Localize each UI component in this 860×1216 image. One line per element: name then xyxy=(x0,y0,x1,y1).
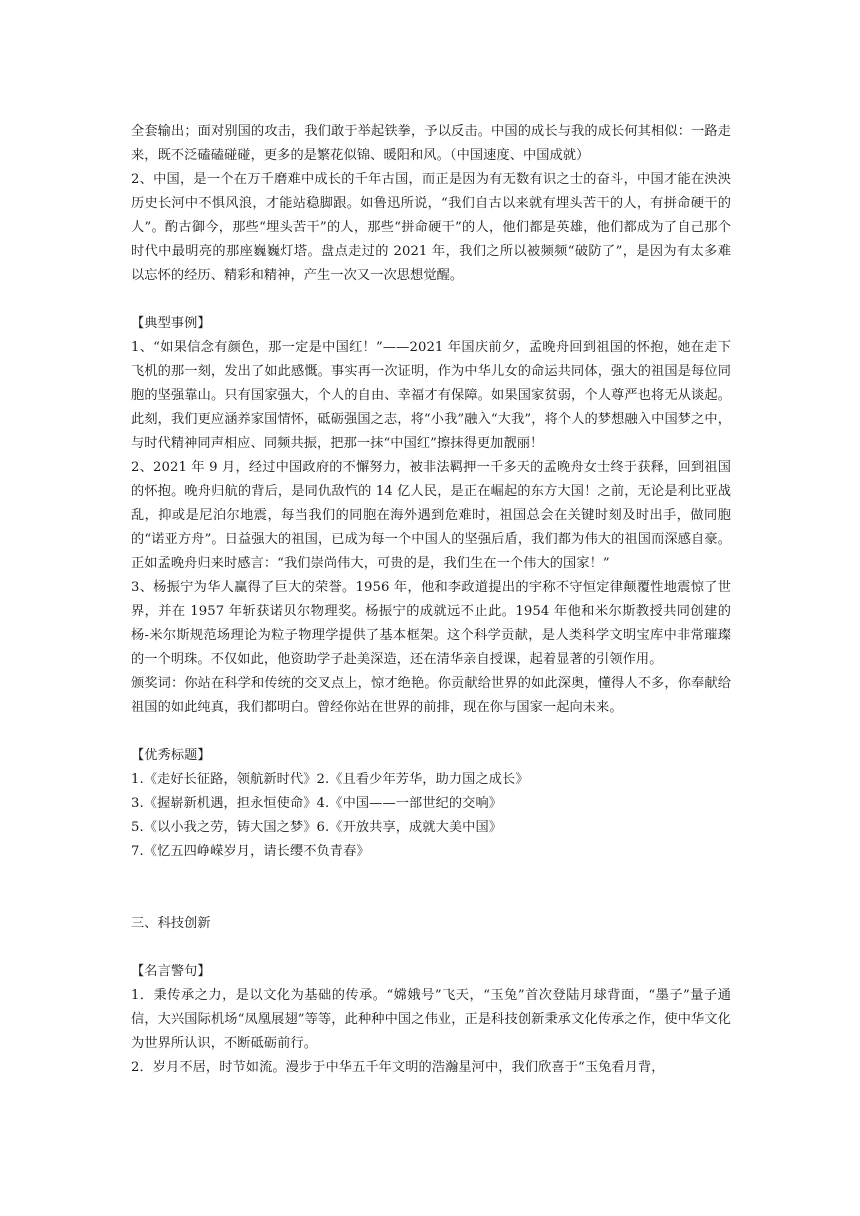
spacer xyxy=(131,720,731,744)
typical-case-3: 3、杨振宁为华人赢得了巨大的荣誉。1956 年，他和李政道提出的宇称不守恒定律颠覆性地震惊了世界，并在 1957 年斩获诺贝尔物理奖。杨振宁的成就远不止此。1954 年他和米尔斯教授共同创建的杨-米尔斯规范场理论为粒子物理学提供了基本框架。这个科学贡献，是人类科学文明宝库中非常璀璨的一个明珠。不仅如此，他资助学子赴美深造，还在清华亲自授课，起着显著的引领作用。 xyxy=(131,580,731,667)
excellent-titles-heading: 【优秀标题】 xyxy=(131,748,211,763)
award-citation: 颁奖词：你站在科学和传统的交叉点上，惊才绝艳。你贡献给世界的如此深奥，懂得人不多，你奉献给祖国的如此纯真，我们都明白。曾经你站在世界的前排，现在你与国家一起向未来。 xyxy=(131,676,731,715)
spacer xyxy=(131,936,731,960)
intro-paragraph-1: 全套输出；面对别国的攻击，我们敢于举起铁拳，予以反击。中国的成长与我的成长何其相似：一路走来，既不泛磕磕碰碰，更多的是繁花似锦、暖阳和风。（中国速度、中国成就） xyxy=(131,124,731,163)
title-line-4: 7.《忆五四峥嵘岁月，请长缨不负青春》 xyxy=(131,844,370,859)
typical-cases-heading: 【典型事例】 xyxy=(131,316,211,331)
typical-case-1: 1、“如果信念有颜色，那一定是中国红！”——2021 年国庆前夕，孟晚舟回到祖国的怀抱，她在走下飞机的那一刻，发出了如此感慨。事实再一次证明，作为中华儿女的命运共同体，强大的祖国是每位同胞的坚强靠山。只有国家强大，个人的自由、幸福才有保障。如果国家贫弱，个人尊严也将无从谈起。此刻，我们更应涵养家国情怀，砥砺强国之志，将“小我”融入“大我”，将个人的梦想融入中国梦之中，与时代精神同声相应、同频共振，把那一抹“中国红”擦抹得更加靓丽！ xyxy=(131,340,731,451)
spacer xyxy=(131,864,731,912)
title-line-1: 1.《走好长征路，领航新时代》2.《且看少年芳华，助力国之成长》 xyxy=(131,772,529,787)
title-line-3: 5.《以小我之劳，铸大国之梦》6.《开放共享，成就大美中国》 xyxy=(131,820,503,835)
document-body xyxy=(131,120,731,1080)
excellent-titles-list xyxy=(131,768,731,864)
quotes-heading: 【名言警句】 xyxy=(131,964,211,979)
quote-item-1: 1．秉传承之力，是以文化为基础的传承。“嫦娥号”飞天，“玉兔”首次登陆月球背面，“墨子”量子通信，大兴国际机场“凤凰展翅”等等，此种种中国之伟业，正是科技创新秉承文化传承之作，使中华文化为世界所认识，不断砥砺前行。 xyxy=(131,988,731,1051)
title-line-2: 3.《握崭新机遇，担永恒使命》4.《中国——一部世纪的交响》 xyxy=(131,796,503,811)
quote-item-2: 2．岁月不居，时节如流。漫步于中华五千年文明的浩瀚星河中，我们欣喜于“玉兔看月背， xyxy=(131,1060,665,1075)
intro-paragraph-2: 2、中国，是一个在万千磨难中成长的千年古国，而正是因为有无数有识之士的奋斗，中国才能在泱泱历史长河中不惧风浪，才能站稳脚跟。如鲁迅所说，“我们自古以来就有埋头苦干的人，有拼命硬干的人”。酌古御今，那些“埋头苦干”的人，那些“拼命硬干”的人，他们都是英雄，他们都成为了自己那个时代中最明亮的那座巍巍灯塔。盘点走过的 2021 年，我们之所以被频频“破防了”，是因为有太多难以忘怀的经历、精彩和精神，产生一次又一次思想觉醒。 xyxy=(131,172,731,283)
section-three-title: 三、科技创新 xyxy=(131,916,211,931)
typical-case-2: 2、2021 年 9 月，经过中国政府的不懈努力，被非法羁押一千多天的孟晚舟女士终于获释，回到祖国的怀抱。晚舟归航的背后，是同仇敌忾的 14 亿人民，是正在崛起的东方大国！之前，无论是利比亚战乱，抑或是尼泊尔地震，每当我们的同胞在海外遇到危难时，祖国总会在关键时刻及时出手，做同胞的“诺亚方舟”。日益强大的祖国，已成为每一个中国人的坚强后盾，我们都为伟大的祖国而深感自豪。正如孟晚舟归来时感言：“我们崇尚伟大，可贵的是，我们生在一个伟大的国家！” xyxy=(131,460,731,571)
spacer xyxy=(131,288,731,312)
